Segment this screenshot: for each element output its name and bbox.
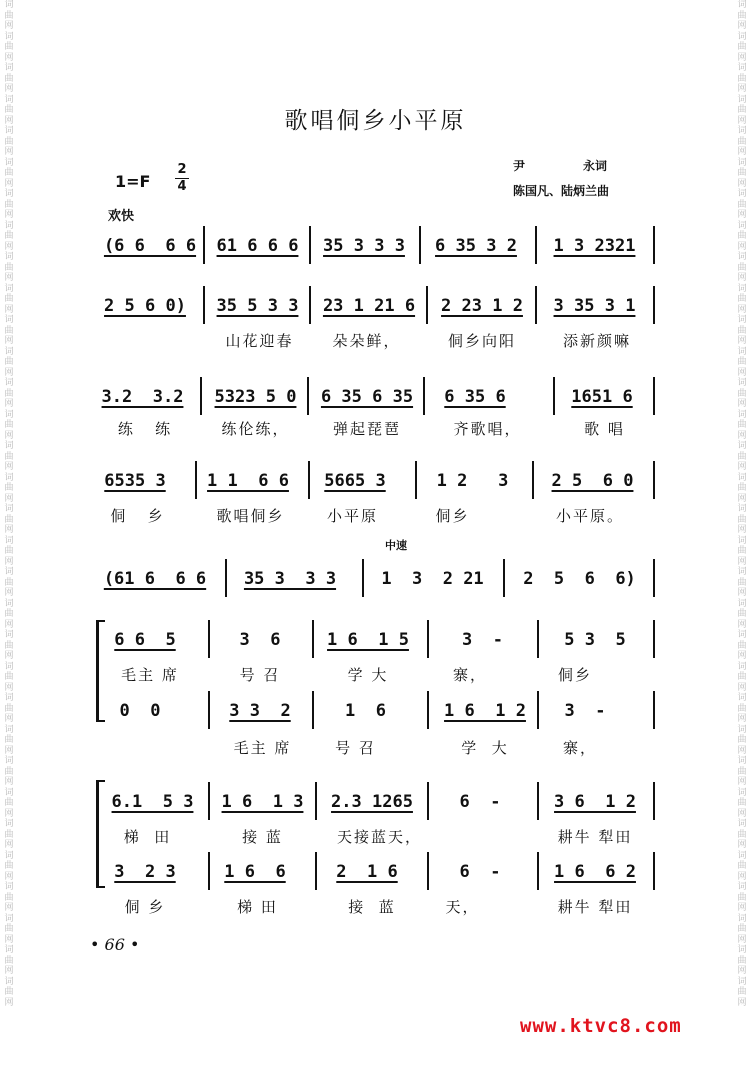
lyric: 添新颜嘛 [562, 332, 631, 350]
measure: 2 5 6 0 [551, 471, 634, 491]
score-line-6 [100, 626, 660, 654]
bar-line [427, 782, 429, 820]
tempo-marking-2: 中速 [385, 539, 407, 552]
bar-line [653, 377, 655, 415]
bar-line [535, 286, 537, 324]
right-edge-watermark: 词曲网词曲网词曲网词曲网词曲网词曲网词曲网词曲网词曲网词曲网词曲网词曲网词曲网词曲网词曲网词曲网词曲网词曲网词曲网词曲网词曲网词曲网词曲网词曲网词曲网词曲网词曲网词曲网词曲网词曲网词曲网词曲网 [737, 0, 747, 1008]
score-line-5 [100, 565, 660, 593]
bar-line [195, 461, 197, 499]
measure: 3 - [462, 630, 503, 650]
measure: 2 23 1 2 [441, 296, 523, 316]
measure: 1 6 6 [224, 862, 286, 882]
measure: 3 - [564, 701, 606, 721]
lyric: 梯 田 [237, 898, 278, 916]
measure: 6 35 6 [444, 387, 506, 407]
measure: 1651 6 [571, 387, 633, 407]
bar-line [415, 461, 417, 499]
measure: 3 6 [239, 630, 281, 650]
song-title: 歌唱侗乡小平原 [284, 108, 467, 134]
lyric: 接 蓝 [242, 828, 283, 846]
time-signature [175, 163, 189, 194]
lyric: 学 大 [347, 666, 389, 684]
bar-line [653, 559, 655, 597]
composer-credit: 陈国凡、陆炳兰曲 [513, 184, 610, 198]
bar-line [427, 852, 429, 890]
measure: 0 0 [119, 701, 161, 721]
measure: 3 2 3 [114, 862, 176, 882]
measure: 3 3 2 [229, 701, 291, 721]
bar-line [537, 691, 539, 729]
measure: 1 6 6 2 [554, 862, 636, 882]
measure: 35 5 3 3 [216, 296, 299, 316]
measure: 35 3 3 3 [243, 569, 337, 589]
lyric: 歌唱侗乡 [216, 507, 285, 525]
left-edge-watermark: 词曲网词曲网词曲网词曲网词曲网词曲网词曲网词曲网词曲网词曲网词曲网词曲网词曲网词曲网词曲网词曲网词曲网词曲网词曲网词曲网词曲网词曲网词曲网词曲网词曲网词曲网词曲网词曲网词曲网词曲网词曲网词曲网 [4, 0, 14, 1008]
lyric: 侗 乡 [110, 507, 165, 525]
lyrics-line-4 [100, 505, 660, 527]
bar-line [309, 286, 311, 324]
bar-line [427, 691, 429, 729]
score-line-7 [100, 697, 660, 725]
page-number: • 66 • [90, 935, 140, 954]
measure: 5 3 5 [564, 630, 626, 650]
bar-line [553, 377, 555, 415]
measure: 1 6 1 5 [327, 630, 409, 650]
measure: 5323 5 0 [214, 387, 297, 407]
score-line-4 [100, 467, 660, 495]
key-signature: 1=F [115, 172, 151, 191]
bar-line [537, 620, 539, 658]
lyric: 寨， [452, 666, 487, 684]
lyricist-suffix: 永词 [583, 159, 608, 173]
lyrics-line-2 [100, 330, 660, 352]
measure: 61 6 6 6 [216, 236, 299, 256]
score-line-1 [100, 232, 660, 260]
measure: 2.3 1265 [331, 792, 413, 812]
bar-line [315, 852, 317, 890]
lyric: 接 蓝 [348, 898, 396, 916]
bar-line [208, 852, 210, 890]
time-signature-bottom: 4 [177, 179, 187, 194]
measure: 3.2 3.2 [101, 387, 184, 407]
score-line-2 [100, 292, 660, 320]
lyrics-line-8 [100, 826, 660, 848]
measure: 6535 3 [104, 471, 166, 491]
lyric: 练 练 [117, 420, 173, 438]
tempo-marking: 欢快 [108, 209, 135, 224]
measure: 6 35 3 2 [435, 236, 517, 256]
score-line-3 [100, 383, 660, 411]
lyricist-surname: 尹 [513, 159, 526, 173]
lyrics-line-3 [100, 418, 660, 440]
lyric: 小平原 [326, 507, 378, 525]
bar-line [307, 377, 309, 415]
bar-line [532, 461, 534, 499]
lyric: 朵朵鲜， [332, 332, 401, 350]
measure: 1 6 1 2 [444, 701, 526, 721]
measure: 1 3 2321 [553, 236, 636, 256]
measure: 1 6 [345, 701, 386, 721]
lyric: 歌 唱 [584, 420, 625, 438]
bar-line [653, 852, 655, 890]
bar-line [653, 782, 655, 820]
lyrics-line-7 [100, 737, 660, 759]
lyric: 寨， [562, 739, 597, 757]
measure: 6.1 5 3 [111, 792, 194, 812]
bar-line [208, 620, 210, 658]
bar-line [653, 461, 655, 499]
bar-line [200, 377, 202, 415]
lyric: 侗乡 [557, 666, 592, 684]
lyricist-credit [513, 157, 607, 174]
lyric: 侗乡 [435, 507, 470, 525]
bar-line [308, 461, 310, 499]
measure: 1 2 3 [436, 471, 509, 491]
lyric: 毛主 席 [233, 739, 292, 757]
lyric: 号 召 [239, 666, 281, 684]
bar-line [653, 226, 655, 264]
lyric: 耕牛 犁田 [557, 898, 633, 916]
lyric: 山花迎春 [225, 332, 294, 350]
measure: 6 35 6 35 [320, 387, 414, 407]
time-signature-top: 2 [177, 162, 187, 177]
bar-line [426, 286, 428, 324]
measure: 5665 3 [324, 471, 386, 491]
bar-line [208, 691, 210, 729]
lyric: 练伦练， [221, 420, 290, 438]
bar-line [535, 226, 537, 264]
bar-line [537, 782, 539, 820]
site-watermark: www.ktvc8.com [520, 1015, 682, 1037]
measure: 1 1 6 6 [207, 471, 289, 491]
measure: 1 6 1 3 [221, 792, 304, 812]
lyric: 侗乡向阳 [447, 332, 516, 350]
bar-line [503, 559, 505, 597]
bar-line [312, 620, 314, 658]
lyric: 侗 乡 [124, 898, 166, 916]
lyric: 号 召 [335, 739, 376, 757]
lyric: 弹起琵琶 [332, 420, 401, 438]
measure: 1 3 2 21 [381, 569, 484, 589]
lyrics-line-9 [100, 896, 660, 918]
bar-line [427, 620, 429, 658]
measure: 2 1 6 [336, 862, 398, 882]
lyric: 小平原。 [555, 507, 624, 525]
measure: 2 5 6 0) [104, 296, 186, 316]
measure: (61 6 6 6 [103, 569, 207, 589]
bar-line [203, 286, 205, 324]
bar-line [312, 691, 314, 729]
lyrics-line-6 [100, 664, 660, 686]
measure: (6 6 6 6 [103, 236, 197, 256]
bar-line [537, 852, 539, 890]
bar-line [653, 620, 655, 658]
lyric: 毛主 席 [121, 666, 179, 684]
bar-line [653, 691, 655, 729]
bar-line [419, 226, 421, 264]
lyric: 天接蓝天， [336, 828, 422, 846]
score-line-8 [100, 788, 660, 816]
lyric: 耕牛 犁田 [557, 828, 633, 846]
bar-line [225, 559, 227, 597]
lyric: 梯 田 [123, 828, 172, 846]
measure: 3 6 1 2 [554, 792, 636, 812]
measure: 35 3 3 3 [323, 236, 405, 256]
measure: 6 6 5 [114, 630, 176, 650]
lyric: 天， [445, 898, 480, 916]
bar-line [423, 377, 425, 415]
measure: 3 35 3 1 [553, 296, 636, 316]
bar-line [315, 782, 317, 820]
lyric: 齐歌唱， [453, 420, 522, 438]
lyric: 学 大 [461, 739, 509, 757]
bar-line [653, 286, 655, 324]
score-line-9 [100, 858, 660, 886]
measure: 6 - [459, 792, 501, 812]
bar-line [208, 782, 210, 820]
bar-line [309, 226, 311, 264]
bar-line [362, 559, 364, 597]
measure: 2 5 6 6) [523, 569, 636, 589]
measure: 6 - [459, 862, 501, 882]
measure: 23 1 21 6 [322, 296, 416, 316]
bar-line [203, 226, 205, 264]
